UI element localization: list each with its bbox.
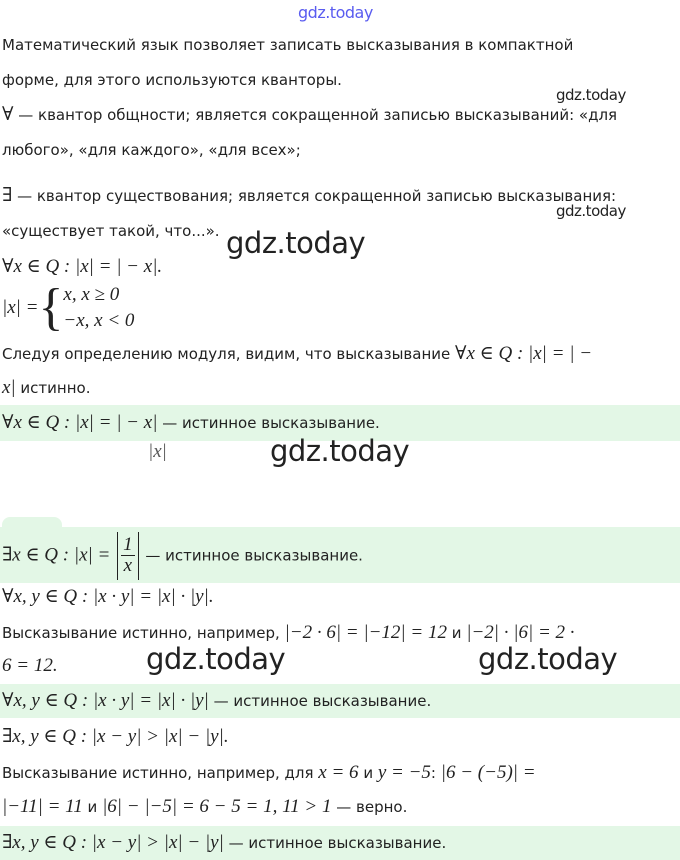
example-math: |−2| · |6| = 2 ·: [466, 622, 575, 643]
example-math: x = 6: [318, 762, 359, 783]
reason-1-cont: [0, 377, 680, 399]
watermark: gdz.today: [478, 642, 618, 676]
example-colon: :: [430, 764, 441, 782]
answer-math: ∀x, y ∈ Q : |x · y| = |x| · |y|: [2, 690, 209, 711]
case-negative: −x, x < 0: [63, 310, 135, 331]
answer-math: ∀x ∈ Q : |x| = | − x|: [2, 412, 158, 433]
reason-math: ∀x ∈ Q : |x| = | −: [455, 343, 593, 364]
statement-1: ∀x ∈ Q : |x| = | − x|.: [2, 256, 163, 277]
example-math: |−11| = 11: [2, 796, 83, 817]
forall-symbol: ∀: [2, 104, 14, 125]
exists-symbol: ∃: [2, 185, 13, 206]
answer-text: — истинное высказывание.: [223, 834, 447, 852]
forall-definition-cont: любого», «для каждого», «для всех»;: [2, 141, 301, 159]
answer-text: — истинное высказывание.: [140, 546, 363, 565]
answer-math: ∃x, y ∈ Q : |x − y| > |x| − |y|: [2, 832, 224, 853]
reason-1: [0, 343, 680, 365]
reason-text-cont: истинно.: [15, 379, 91, 397]
fraction-denominator: x: [123, 555, 133, 576]
watermark: gdz.today: [556, 86, 626, 104]
example-and: и: [82, 798, 103, 816]
answer-text: — истинное высказывание.: [208, 692, 432, 710]
watermark: gdz.today: [270, 434, 410, 468]
abs-definition: |x| ={ x, x ≥ 0 −x, x < 0: [2, 279, 135, 336]
example-3-cont: 6 = 12.: [2, 655, 58, 676]
case-nonnegative: x, x ≥ 0: [63, 284, 120, 305]
example-3: [0, 622, 680, 644]
intro-line: Математический язык позволяет записать высказывания в компактной: [2, 36, 574, 54]
watermark: gdz.today: [146, 642, 286, 676]
watermark: gdz.today: [556, 202, 626, 220]
fraction: [121, 535, 135, 576]
statement-3: ∀x, y ∈ Q : |x · y| = |x| · |y|.: [2, 586, 214, 607]
exists-definition: [0, 185, 680, 207]
exists-definition-cont: «существует такой, что...».: [2, 222, 220, 240]
watermark: gdz.today: [226, 226, 366, 260]
forall-text: — квантор общности; является сокращенной записью высказываний: «для: [13, 106, 618, 124]
answer-4: [0, 826, 680, 860]
answer-2: [0, 527, 680, 583]
fraction-numerator: 1: [123, 534, 133, 555]
statement-4: ∃x, y ∈ Q : |x − y| > |x| − |y|.: [2, 726, 229, 747]
example-4-cont: [0, 796, 680, 818]
answer-math: ∃x ∈ Q : |x| =: [2, 544, 116, 566]
reason-math-cont: x|: [2, 377, 16, 398]
watermark: gdz.today: [298, 3, 373, 22]
example-and: и: [358, 764, 378, 782]
example-text: Высказывание истинно, например, для: [2, 764, 319, 782]
example-math: |6| − |−5| = 6 − 5 = 1, 11 > 1: [102, 796, 332, 817]
answer-text: — истинное высказывание.: [157, 414, 380, 432]
example-and: и: [446, 624, 467, 642]
example-end: — верно.: [331, 798, 408, 816]
forall-definition: [0, 104, 680, 126]
answer-3: [0, 684, 680, 718]
exists-text: — квантор существования; является сокращенной записью высказывания:: [12, 187, 617, 205]
example-math: |6 − (−5)| =: [440, 762, 536, 783]
example-math: y = −5: [377, 762, 431, 783]
example-4: [0, 762, 680, 784]
abs-lhs: |x| =: [2, 297, 39, 318]
reason-text: Следуя определению модуля, видим, что высказывание: [2, 345, 456, 363]
intro-line: форме, для этого используются кванторы.: [2, 71, 342, 89]
example-text: Высказывание истинно, например,: [2, 624, 285, 642]
ghost-fragment: |x|: [148, 441, 167, 462]
example-math: |−2 · 6| = |−12| = 12: [284, 622, 447, 643]
